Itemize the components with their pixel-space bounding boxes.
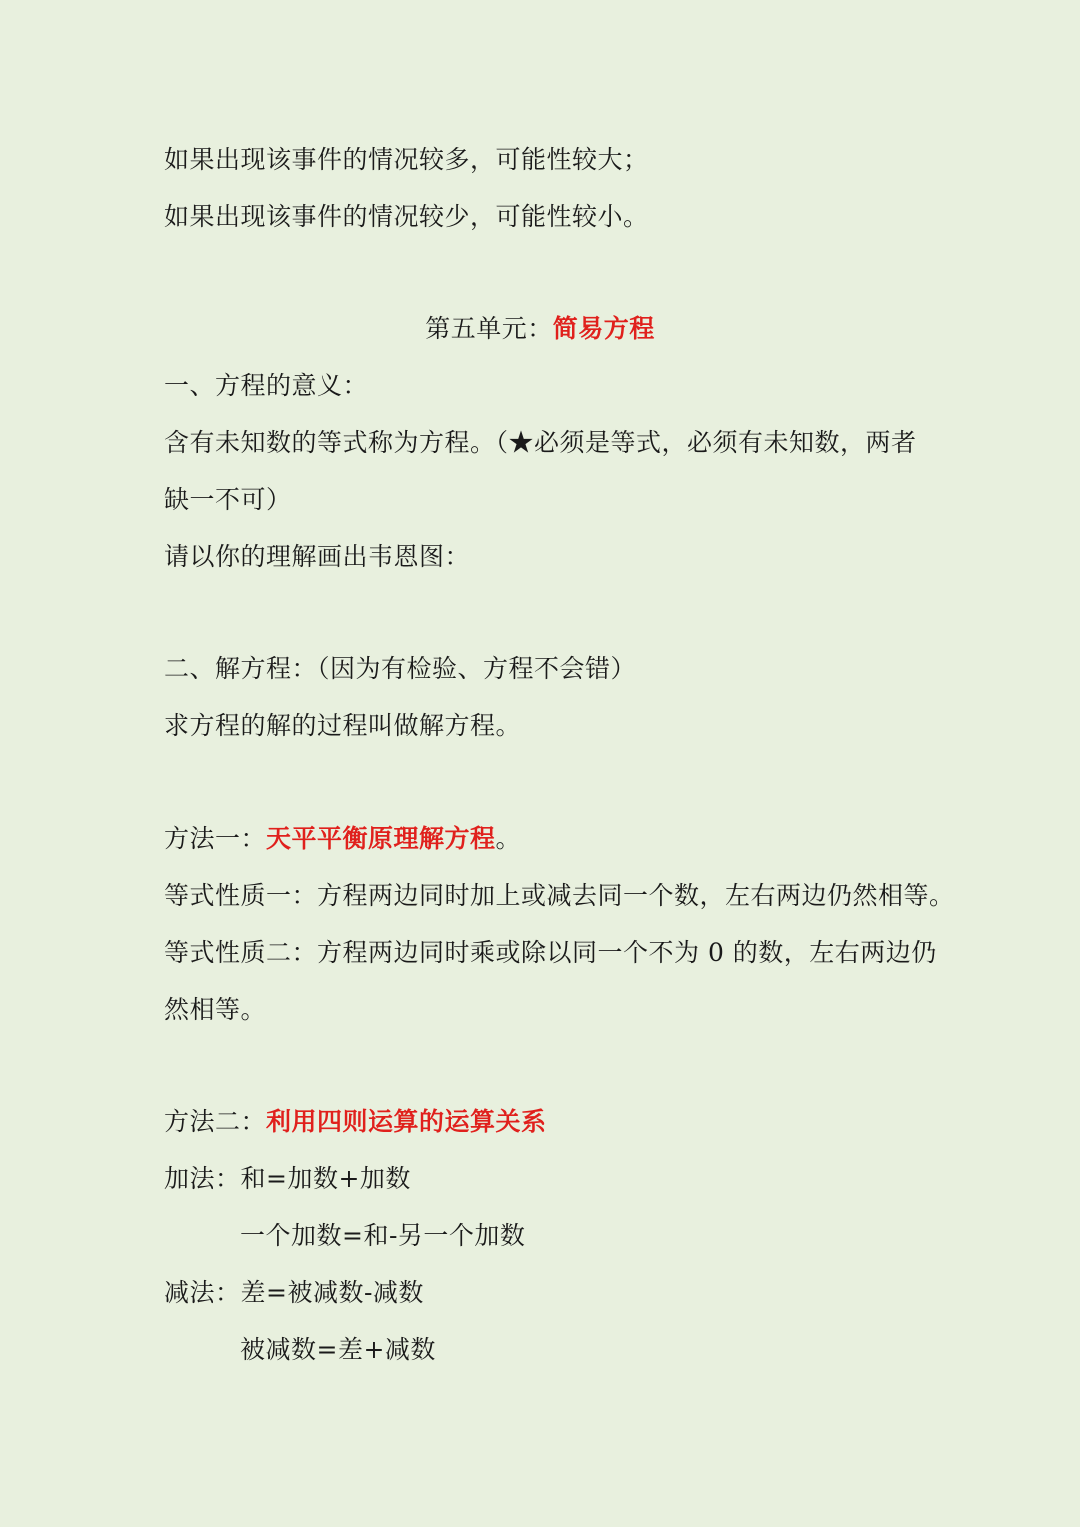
method1-title: 天平平衡原理解方程 (266, 824, 496, 853)
equality-property-1: 等式性质一：方程两边同时加上或减去同一个数，左右两边仍然相等。 (164, 881, 955, 910)
unit-title: 简易方程 (552, 314, 655, 343)
unit-heading (0, 312, 1080, 346)
method1-label: 方法一： (164, 824, 267, 853)
addition-rule-2: 一个加数=和-另一个加数 (240, 1221, 526, 1250)
solve-heading: 二、解方程：（因为有检验、方程不会错） (164, 654, 637, 683)
solve-definition: 求方程的解的过程叫做解方程。 (164, 711, 522, 740)
meaning-definition-line-2: 缺一不可） (164, 485, 292, 514)
method1-heading (164, 822, 521, 856)
meaning-heading: 一、方程的意义： (164, 371, 369, 400)
addition-rule-1: 和=加数+加数 (240, 1164, 411, 1193)
subtraction-row (164, 1276, 424, 1310)
subtraction-label: 减法： (164, 1278, 241, 1307)
method2-title: 利用四则运算的运算关系 (266, 1107, 547, 1136)
addition-label: 加法： (164, 1164, 241, 1193)
equality-property-2-line-1: 等式性质二：方程两边同时乘或除以同一个不为 0 的数，左右两边仍 (164, 938, 937, 967)
meaning-definition-line-1: 含有未知数的等式称为方程。（★必须是等式，必须有未知数，两者 (164, 428, 917, 457)
venn-prompt: 请以你的理解画出韦恩图： (164, 542, 471, 571)
equality-property-2-line-2: 然相等。 (164, 995, 267, 1024)
possibility-line-2: 如果出现该事件的情况较少，可能性较小。 (164, 202, 649, 231)
method2-heading (164, 1105, 547, 1139)
method2-label: 方法二： (164, 1107, 267, 1136)
method1-suffix: 。 (495, 824, 522, 853)
possibility-line-1: 如果出现该事件的情况较多，可能性较大； (164, 145, 649, 174)
subtraction-rule-1: 差=被减数-减数 (240, 1278, 424, 1307)
addition-row (164, 1162, 411, 1196)
subtraction-rule-2: 被减数=差+减数 (240, 1335, 436, 1364)
unit-prefix: 第五单元： (425, 314, 553, 343)
